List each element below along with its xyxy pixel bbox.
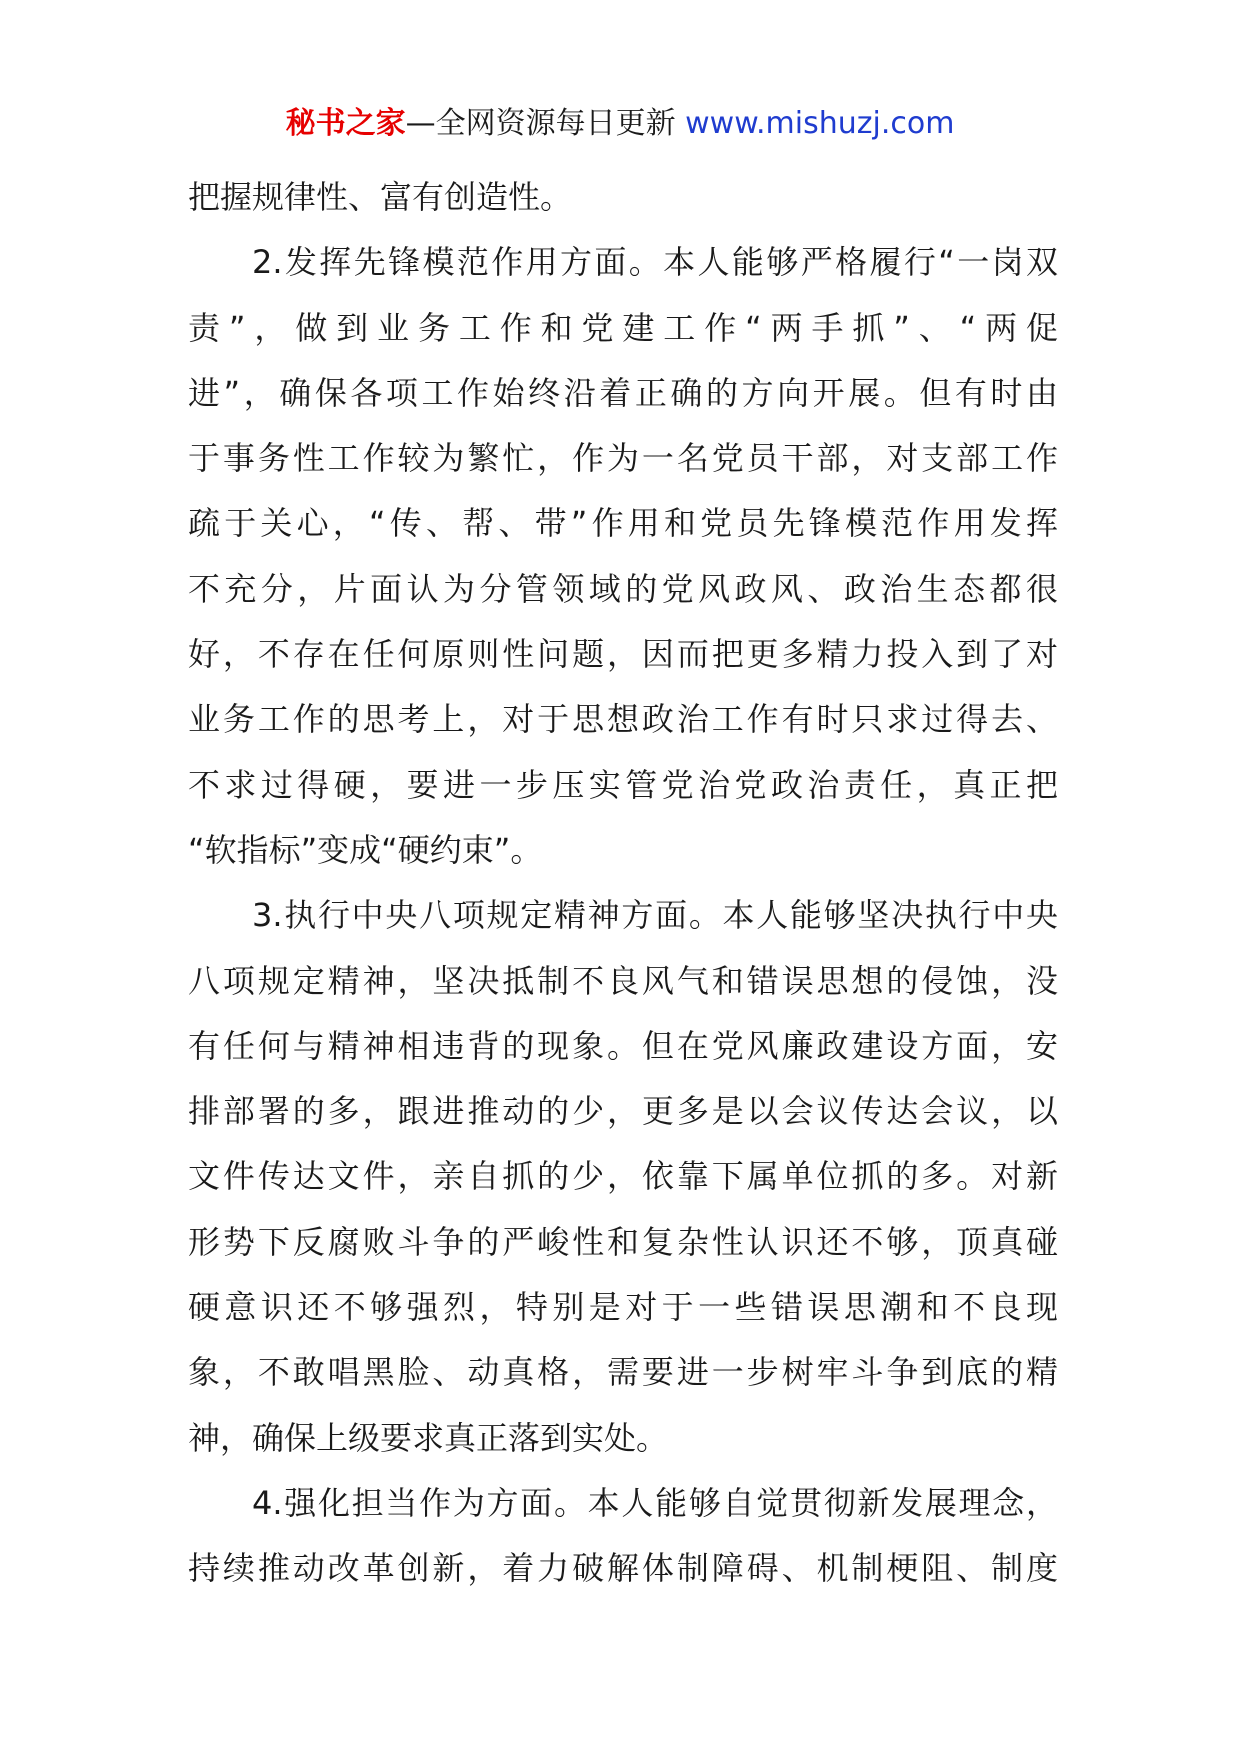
document-body <box>188 165 1058 1602</box>
text-line: “软指标”变成“硬约束”。 <box>188 830 543 869</box>
paragraph-3 <box>188 883 1058 1471</box>
text-line: 4.强化担当作为方面。本人能够自觉贯彻新发展理念， <box>252 1483 1058 1522</box>
text-line: 神，确保上级要求真正落到实处。 <box>188 1418 669 1457</box>
text-line: 形势下反腐败斗争的严峻性和复杂性认识还不够，顶真碰 <box>188 1222 1058 1261</box>
text-line: 2.发挥先锋模范作用方面。本人能够严格履行“一岗双 <box>252 243 1058 282</box>
text-line: 责”，做到业务工作和党建工作“两手抓”、“两促 <box>188 308 1058 347</box>
text-line: 象，不敢唱黑脸、动真格，需要进一步树牢斗争到底的精 <box>188 1353 1058 1392</box>
text-line: 不求过得硬，要进一步压实管党治党政治责任，真正把 <box>188 765 1058 804</box>
text-line: 3.执行中央八项规定精神方面。本人能够坚决执行中央 <box>252 896 1058 935</box>
paragraph-2 <box>188 230 1058 883</box>
text-line: 有任何与精神相违背的现象。但在党风廉政建设方面，安 <box>188 1026 1058 1065</box>
text-line: 把握规律性、富有创造性。 <box>188 178 573 216</box>
text-line: 不充分，片面认为分管领域的党风政风、政治生态都很 <box>188 569 1058 608</box>
text-line: 八项规定精神，坚决抵制不良风气和错误思想的侵蚀，没 <box>188 961 1058 1000</box>
paragraph-1 <box>188 165 1058 230</box>
text-line: 排部署的多，跟进推动的少，更多是以会议传达会议，以 <box>188 1092 1058 1131</box>
text-line: 硬意识还不够强烈，特别是对于一些错误思潮和不良现 <box>188 1288 1058 1327</box>
text-line: 疏于关心，“传、帮、带”作用和党员先锋模范作用发挥 <box>188 504 1058 543</box>
paragraph-4 <box>188 1471 1058 1602</box>
text-line: 好，不存在任何原则性问题，因而把更多精力投入到了对 <box>188 635 1058 674</box>
site-tagline: —全网资源每日更新 <box>405 106 686 141</box>
text-line: 文件传达文件，亲自抓的少，依靠下属单位抓的多。对新 <box>188 1157 1058 1196</box>
text-line: 于事务性工作较为繁忙，作为一名党员干部，对支部工作 <box>188 439 1058 478</box>
text-line: 进”，确保各项工作始终沿着正确的方向开展。但有时由 <box>188 373 1058 412</box>
site-url-link[interactable]: www.mishuzj.com <box>685 106 955 141</box>
site-brand: 秘书之家 <box>285 106 406 141</box>
text-line: 业务工作的思考上，对于思想政治工作有时只求过得去、 <box>188 700 1058 739</box>
text-line: 持续推动改革创新，着力破解体制障碍、机制梗阻、制度 <box>188 1549 1058 1588</box>
site-header <box>0 104 1240 144</box>
